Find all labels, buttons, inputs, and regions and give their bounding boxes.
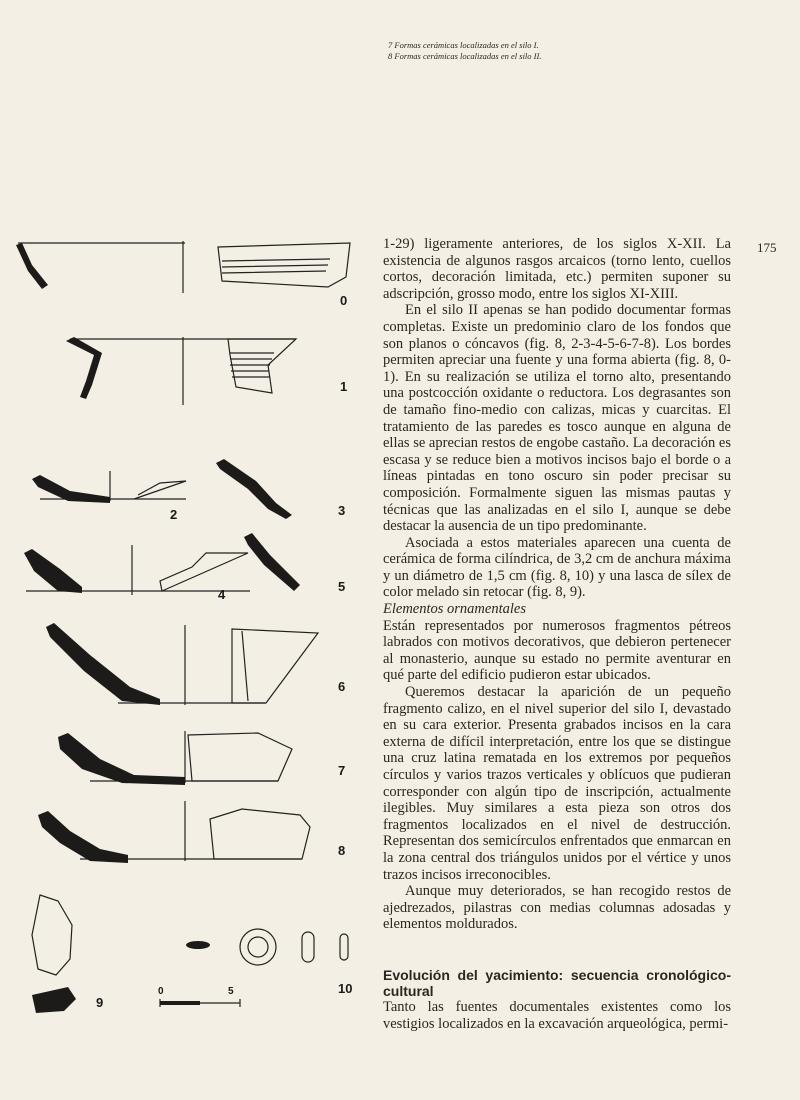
fig-label-10: 10 xyxy=(338,981,353,996)
section-4 xyxy=(24,549,82,593)
paragraph-3: Asociada a estos materiales aparecen una cuenta de cerámica de forma cilíndrica, de 3,2 cm de anchura máxima y un diámetro de 1,5 cm (fig. 8, 10) y una lasca de sílex de color melado sin retocar (fig. 8, 9). xyxy=(383,534,731,601)
body-text xyxy=(383,236,731,1032)
fig-label-6: 6 xyxy=(338,679,346,694)
profile-1-wall xyxy=(228,339,296,393)
section-5 xyxy=(244,533,300,591)
bead-side xyxy=(302,932,314,962)
scale-fill xyxy=(160,1001,200,1005)
profile-0-lines xyxy=(222,259,330,273)
profile-6-detail xyxy=(242,631,248,701)
ceramic-drawings xyxy=(10,235,360,1035)
paragraph-4: Están representados por numerosos fragmentos pétreos labrados con motivos decorativos, que debieron pertenecer al monasterio, aunque su estado no permite aventurar en qué parte del edificio pudieron estar ubicados. xyxy=(383,617,731,684)
fig-label-2: 2 xyxy=(170,507,178,522)
figure-captions xyxy=(388,40,541,62)
bead-side-2 xyxy=(340,934,348,960)
fig-label-7: 7 xyxy=(338,763,346,778)
section-1 xyxy=(66,337,102,399)
profile-8-wall xyxy=(210,809,310,859)
section-0 xyxy=(16,243,48,289)
section-8 xyxy=(38,811,128,863)
section-7 xyxy=(58,733,185,785)
profile-0-wall xyxy=(218,243,350,287)
scale-label-start: 0 xyxy=(158,986,164,997)
flint-section xyxy=(32,987,76,1013)
subheading-elementos: Elementos ornamentales xyxy=(383,601,526,618)
page-number: 175 xyxy=(757,240,777,255)
fig-label-3: 3 xyxy=(338,503,346,518)
paragraph-5: Queremos destacar la aparición de un pequeño fragmento calizo, en el nivel superior del silo I, devastado en su cara exterior. Presenta grabados incisos en la cara externa de difícil interpretación, entre los que se distingue una cruz latina rematada en los extremos por pequeños círculos y varios trazos verticales y oblícuos que pudieran corresponder con algún tipo de inscripción, actualmente ilegibles. Muy similares a esta pieza son otros dos fragmentos localizados en el nivel de destrucción. Representan dos semicírculos enfrentados que enmarcan en la zona central dos triángulos unidos por el vértice y unos trazos incisos irreconocibles. xyxy=(383,684,731,883)
bead-outer xyxy=(240,929,276,965)
ceramic-forms-figure xyxy=(10,235,360,1035)
section-heading: Evolución del yacimiento: secuencia cronológico-cultural xyxy=(383,966,731,999)
flint-outline xyxy=(32,895,72,975)
fig-label-9: 9 xyxy=(96,995,104,1010)
section-3 xyxy=(216,459,292,519)
profile-4-wall xyxy=(160,553,248,591)
caption-fig-7: 7 Formas cerámicas localizadas en el silo I. xyxy=(388,40,539,50)
fig-label-1: 1 xyxy=(340,379,348,394)
paragraph-7: Tanto las fuentes documentales existentes como los vestigios localizados en la excavación arqueológica, permi- xyxy=(383,998,731,1032)
fig-label-4: 4 xyxy=(218,587,226,602)
fig-label-5: 5 xyxy=(338,579,346,594)
fig-label-0: 0 xyxy=(340,293,348,308)
paragraph-6: Aunque muy deteriorados, se han recogido restos de ajedrezados, pilastras con medias columnas adosadas y elementos moldurados. xyxy=(383,883,731,933)
profile-1-lines xyxy=(230,353,274,377)
section-6 xyxy=(46,623,160,705)
caption-fig-8: 8 Formas cerámicas localizadas en el silo II. xyxy=(388,51,542,61)
bead-inner xyxy=(248,937,268,957)
scale-label-end: 5 xyxy=(228,986,234,997)
paragraph-1: 1-29) ligeramente anteriores, de los siglos X-XII. La existencia de algunos rasgos arcaicos (torno lento, cuellos cortos, decoración limitada, etc.) permiten suponer su adscripción, grosso modo, entre los siglos XI-XIII. xyxy=(383,236,731,302)
paragraph-2: En el silo II apenas se han podido documentar formas completas. Existe un predominio claro de los fondos que son planos o cóncavos (fig. 8, 2-3-4-5-6-7-8). Los bordes permiten apreciar una fuente y una forma abierta (fig. 8, 0-1). En su realización se utiliza el torno alto, presentando una postcocción oxidante o reductora. Los degrasantes son de tamaño fino-medio con calizas, micas y cuarcitas. El tratamiento de las paredes es tosco aunque en alguna de ellas se aprecian restos de engobe castaño. La decoración es escasa y se reduce bien a motivos incisos bajo el borde o a líneas pintadas en tono oscuro sin poder precisar su composición. Formalmente siguen las mismas pautas y técnicas que las analizadas en el silo I, aunque se debe destacar la ausencia de un tipo predominante. xyxy=(383,302,731,535)
fig-label-8: 8 xyxy=(338,843,346,858)
profile-7-wall xyxy=(188,733,292,781)
bead-section xyxy=(186,941,210,949)
profile-2-wall xyxy=(134,481,186,499)
